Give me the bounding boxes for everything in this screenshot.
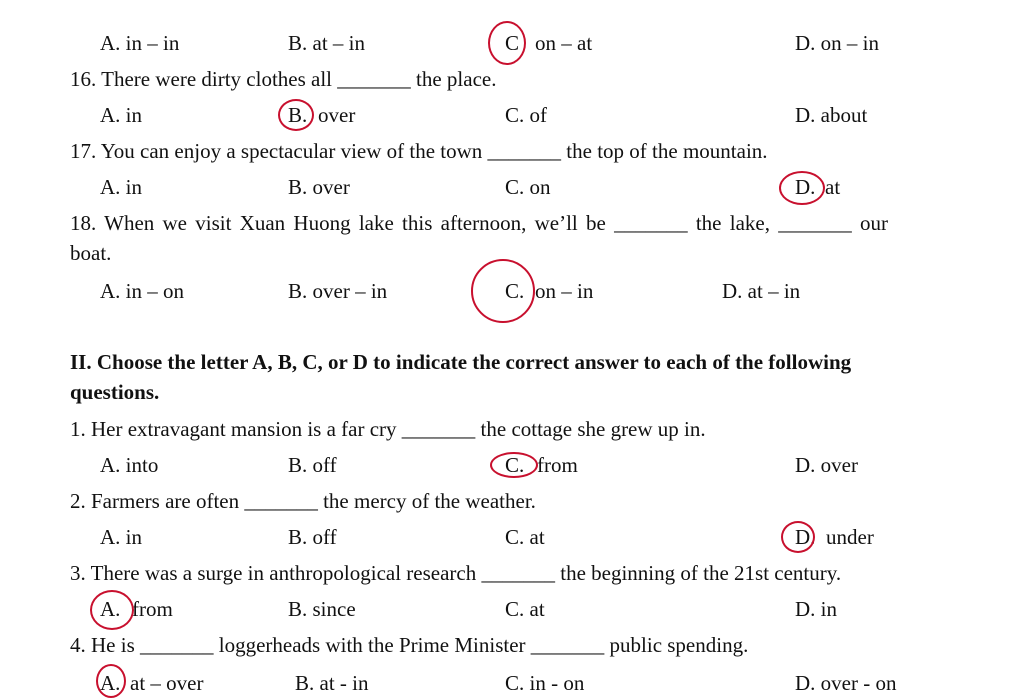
s2-q4-option-d: D. over - on <box>795 671 897 695</box>
q15-option-c-letter: C <box>505 31 520 55</box>
q17-option-b: B. over <box>288 175 350 199</box>
q18-option-a: A. in – on <box>100 279 184 303</box>
s2-q4-question: 4. He is _______ loggerheads with the Prime Minister _______ public spending. <box>70 633 749 657</box>
s2-q4-option-b: B. at - in <box>295 671 369 695</box>
q16-option-c: C. of <box>505 103 547 127</box>
s2-q2-question: 2. Farmers are often _______ the mercy of the weather. <box>70 489 536 513</box>
q18-question-line2: boat. <box>70 241 112 265</box>
section-2-heading-line2: questions. <box>70 380 160 404</box>
s2-q3-option-b: B. since <box>288 597 356 621</box>
s2-q3-option-a-text: from <box>132 597 173 621</box>
s2-q1-option-b: B. off <box>288 453 337 477</box>
q18-option-c-letter: C. <box>505 279 525 303</box>
q15-option-c-text: on – at <box>535 31 593 55</box>
q16-option-b-text: over <box>318 103 356 127</box>
s2-q2-option-d-letter: D. <box>795 525 816 549</box>
section-2-heading: II. Choose the letter A, B, C, or D to indicate the correct answer to each of the following <box>70 350 852 374</box>
q17-option-d-letter: D. <box>795 175 816 199</box>
s2-q3-question: 3. There was a surge in anthropological research _______ the beginning of the 21st century. <box>70 561 842 585</box>
q16-option-b-letter: B. <box>288 103 308 127</box>
q18-option-d: D. at – in <box>722 279 801 303</box>
q15-option-a: A. in – in <box>100 31 180 55</box>
s2-q3-option-c: C. at <box>505 597 545 621</box>
q16-option-d: D. about <box>795 103 868 127</box>
q15-option-d: D. on – in <box>795 31 879 55</box>
s2-q3-option-d: D. in <box>795 597 837 621</box>
s2-q1-question: 1. Her extravagant mansion is a far cry _______ the cottage she grew up in. <box>70 417 706 441</box>
q18-option-c-text: on – in <box>535 279 594 303</box>
s2-q4-option-a-text: at – over <box>130 671 204 695</box>
s2-q1-option-c-text: from <box>537 453 578 477</box>
q17-option-c: C. on <box>505 175 551 199</box>
q16-question: 16. There were dirty clothes all _______ the place. <box>70 67 497 91</box>
s2-q3-option-a-letter: A. <box>100 597 121 621</box>
q17-option-a: A. in <box>100 175 142 199</box>
s2-q1-option-d: D. over <box>795 453 858 477</box>
s2-q2-option-a: A. in <box>100 525 142 549</box>
q15-option-b: B. at – in <box>288 31 365 55</box>
s2-q2-option-d-text: under <box>826 525 874 549</box>
answer-circle-q18 <box>471 259 535 323</box>
q18-option-b: B. over – in <box>288 279 388 303</box>
q17-option-d-text: at <box>825 175 841 199</box>
s2-q1-option-a: A. into <box>100 453 159 477</box>
s2-q4-option-c: C. in - on <box>505 671 585 695</box>
s2-q2-option-c: C. at <box>505 525 545 549</box>
s2-q1-option-c-letter: C. <box>505 453 525 477</box>
q16-option-a: A. in <box>100 103 142 127</box>
q17-question: 17. You can enjoy a spectacular view of the town _______ the top of the mountain. <box>70 139 768 163</box>
q18-question-line1: 18. When we visit Xuan Huong lake this afternoon, we’ll be _______ the lake, _______ our <box>70 211 888 235</box>
s2-q2-option-b: B. off <box>288 525 337 549</box>
s2-q4-option-a-letter: A. <box>100 671 121 695</box>
